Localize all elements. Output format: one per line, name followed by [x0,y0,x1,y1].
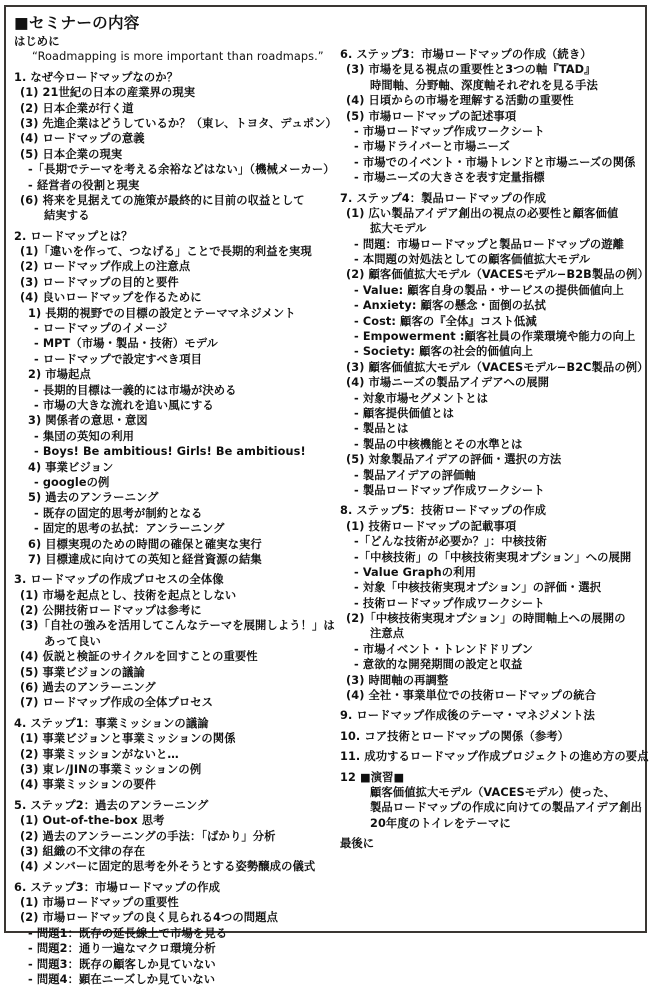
outline-item: (2) 過去のアンラーニングの手法：「ばかり」分析 [20,829,276,843]
section-heading: 最後に [340,837,375,851]
outline-bullet: - Value: 顧客自身の製品・サービスの提供価値向上 [354,283,624,297]
outline-bullet: - 市場イベント・トレンドドリブン [354,642,534,656]
exercise-text: 20年度のトイレをテーマに [370,816,511,830]
outline-subitem: 5) 過去のアンラーニング [28,491,159,505]
outline-item: (1) 市場ロードマップの重要性 [20,896,179,910]
outline-item: (5) 対象製品アイデアの評価・選択の方法 [346,453,562,467]
outline-subbullet: - 市場の大きな流れを追い風にする [34,398,214,412]
outline-item: (4) 良いロードマップを作るために [20,291,202,305]
section-heading: 8. ステップ5：技術ロードマップの作成 [340,504,547,518]
outline-subbullet: - ロードマップのイメージ [34,322,168,336]
section-heading: はじめに [14,35,60,48]
quote-text: “Roadmapping is more important than roadmaps.” [32,50,324,64]
section-heading: 2. ロードマップとは？ [14,229,133,243]
outline-item: (4) 仮説と検証のサイクルを回すことの重要性 [20,650,258,664]
outline-subitem: 2) 市場起点 [28,368,91,382]
outline-bullet: - 対象「中核技術実現オプション」の評価・選択 [354,581,602,595]
outline-subitem: 7) 目標達成に向けての英知と経営資源の結集 [28,552,262,566]
outline-bullet: -「どんな技術が必要か？」：中核技術 [354,535,547,549]
outline-bullet: - 意欲的な開発期間の設定と収益 [354,658,523,672]
section-heading: 9. ロードマップ作成後のテーマ・マネジメント法 [340,709,595,723]
outline-bullet: - 本問題の対処法としての顧客価値拡大モデル [354,253,591,267]
outline-bullet: - 製品の中核機能とその水準とは [354,437,523,451]
outline-bullet: - 製品ロードマップ作成ワークシート [354,483,545,497]
right-column [340,13,649,852]
outline-bullet: - 問題1：既存の延長線上で市場を見る [28,926,228,940]
outline-subbullet: - 長期的目標は一義的には市場が決める [34,383,237,397]
outline-bullet: - 製品とは [354,422,409,436]
right-outline [340,47,649,852]
outline-continuation: 結実する [44,209,90,223]
right-top-spacer [340,13,645,47]
section-heading: 1. なぜ今ロードマップなのか？ [14,70,179,84]
left-column [14,13,337,987]
outline-item: (5) 日本企業の現実 [20,147,123,161]
outline-bullet: - 問題4：顕在ニーズしか見ていない [28,973,216,987]
section-heading: 7. ステップ4：製品ロードマップの作成 [340,191,547,205]
outline-item: (3) 時間軸の再調整 [346,673,449,687]
outline-bullet: - 製品アイデアの評価軸 [354,468,476,482]
section-heading: 12 ■演習■ [340,770,405,784]
outline-continuation: 注意点 [370,627,405,641]
outline-item: (1) Out-of-the-box 思考 [20,814,165,828]
outline-item: (4) 全社・事業単位での技術ロードマップの統合 [346,689,597,703]
outline-subitem: 6) 目標実現のための時間の確保と確実な実行 [28,537,262,551]
section-heading: 6. ステップ3：市場ロードマップの作成（続き） [340,48,592,61]
section-heading: 3. ロードマップの作成プロセスの全体像 [14,573,224,587]
outline-bullet: - Society: 顧客の社会的価値向上 [354,345,534,359]
outline-item: (3)「自社の強みを活用してこんなテーマを展開しよう！」は [20,619,335,633]
outline-item: (4) 事業ミッションの要件 [20,778,157,792]
outline-item: (3) 顧客価値拡大モデル（VACESモデル−B2C製品の例） [346,360,649,374]
outline-item: (3) ロードマップの目的と要件 [20,275,179,289]
outline-subbullet: - 集団の英知の利用 [34,429,134,443]
outline-bullet: - 市場でのイベント・市場トレンドと市場ニーズの関係 [354,155,636,169]
outline-bullet: - Anxiety: 顧客の懸念・面倒の払拭 [354,299,546,313]
outline-item: (6) 過去のアンラーニング [20,681,156,695]
outline-bullet: - Value Graphの利用 [354,565,476,579]
outline-bullet: - Empowerment :顧客社員の作業環境や能力の向上 [354,330,636,344]
outline-bullet: - 経営者の役割と現実 [28,178,140,192]
page-title: ■セミナーの内容 [14,14,140,32]
outline-item: (3) 東レ/JINの事業ミッションの例 [20,762,202,776]
outline-item: (5) 事業ビジョンの議論 [20,665,145,679]
outline-bullet: - 問題2：通り一遍なマクロ環境分析 [28,942,216,956]
outline-bullet: - Cost: 顧客の『全体』コスト低減 [354,314,537,328]
outline-item: (1) 21世紀の日本の産業界の現実 [20,86,196,100]
outline-item: (1) 市場を起点とし、技術を起点としない [20,588,237,602]
outline-item: (2) 日本企業が行く道 [20,101,134,115]
outline-subitem: 1) 長期的視野での目標の設定とテーママネジメント [28,306,296,320]
outline-subbullet: - 固定的思考の払拭：アンラーニング [34,522,225,536]
outline-item: (4) 市場ニーズの製品アイデアへの展開 [346,376,550,390]
outline-continuation: あって良い [44,634,101,648]
outline-bullet: -「中核技術」の「中核技術実現オプション」への展開 [354,550,632,564]
exercise-text: 製品ロードマップの作成に向けての製品アイデア創出 [370,801,643,815]
outline-bullet: - 問題3：既存の顧客しか見ていない [28,957,216,971]
outline-item: (2) 市場ロードマップの良く見られる4つの問題点 [20,911,278,925]
outline-bullet: - 市場ニーズの大きさを表す定量指標 [354,171,545,185]
outline-bullet: - 対象市場セグメントとは [354,391,489,405]
section-heading: 5. ステップ2：過去のアンラーニング [14,798,209,812]
outline-item: (7) ロードマップ作成の全体プロセス [20,696,214,710]
outline-item: (1) 事業ビジョンと事業ミッションの関係 [20,732,236,746]
section-heading: 10. コア技術とロードマップの関係（参考） [340,729,570,743]
outline-continuation: 時間軸、分野軸、深度軸それぞれを見る手法 [370,78,598,92]
outline-continuation: 拡大モデル [370,222,427,236]
section-heading: 11. 成功するロードマップ作成プロジェクトの進め方の要点 [340,750,649,764]
outline-bullet: - 顧客提供価値とは [354,406,454,420]
outline-item: (1) 広い製品アイデア創出の視点の必要性と顧客価値 [346,206,619,220]
outline-subbullet: - googleの例 [34,475,110,489]
outline-item: (2) 公開技術ロードマップは参考に [20,604,202,618]
outline-item: (2) 顧客価値拡大モデル（VACESモデル−B2B製品の例） [346,268,649,282]
outline-item: (3) 市場を見る視点の重要性と3つの軸『TAD』 [346,63,596,77]
section-heading: 6. ステップ3：市場ロードマップの作成 [14,880,221,894]
outline-item: (4) ロードマップの意義 [20,132,145,146]
outline-subbullet: - Boys! Be ambitious! Girls! Be ambitious! [34,445,306,459]
outline-item: (2)「中核技術実現オプション」の時間軸上への展開の [346,612,626,626]
outline-subbullet: - MPT（市場・製品・技術）モデル [34,337,218,351]
outline-item: (4) 日頃からの市場を理解する活動の重要性 [346,94,574,108]
seminar-contents-frame [4,5,649,987]
outline-item: (4) メンバーに固定的思考を外そうとする姿勢醸成の儀式 [20,860,316,874]
outline-subitem: 3) 関係者の意思・意図 [28,414,148,428]
outline-item: (1)「違いを作って、つなげる」ことで長期的利益を実現 [20,245,312,259]
outline-bullet: - 問題：市場ロードマップと製品ロードマップの遊離 [354,237,625,251]
exercise-text: 顧客価値拡大モデル（VACESモデル）使った、 [370,785,616,799]
outline-bullet: -「長期でテーマを考える余裕などはない」（機械メーカー） [28,163,335,177]
outline-bullet: - 市場ロードマップ作成ワークシート [354,124,545,138]
outline-subbullet: - 既存の固定的思考が制約となる [34,506,203,520]
outline-item: (5) 市場ロードマップの記述事項 [346,109,517,123]
outline-item: (2) 事業ミッションがないと… [20,747,179,761]
outline-item: (3) 先進企業はどうしているか？（東レ、トヨタ、デュポン） [20,116,337,130]
outline-item: (3) 組織の不文律の存在 [20,844,146,858]
outline-item: (2) ロードマップ作成上の注意点 [20,260,191,274]
outline-bullet: - 技術ロードマップ作成ワークシート [354,596,545,610]
left-outline [14,34,337,987]
section-heading: 4. ステップ1：事業ミッションの議論 [14,716,209,730]
outline-bullet: - 市場ドライバーと市場ニーズ [354,140,510,154]
outline-subitem: 4) 事業ビジョン [28,460,114,474]
outline-item: (1) 技術ロードマップの記載事項 [346,519,517,533]
outline-subbullet: - ロードマップで設定すべき項目 [34,352,203,366]
outline-item: (6) 将来を見据えての施策が最終的に目前の収益として [20,193,305,207]
